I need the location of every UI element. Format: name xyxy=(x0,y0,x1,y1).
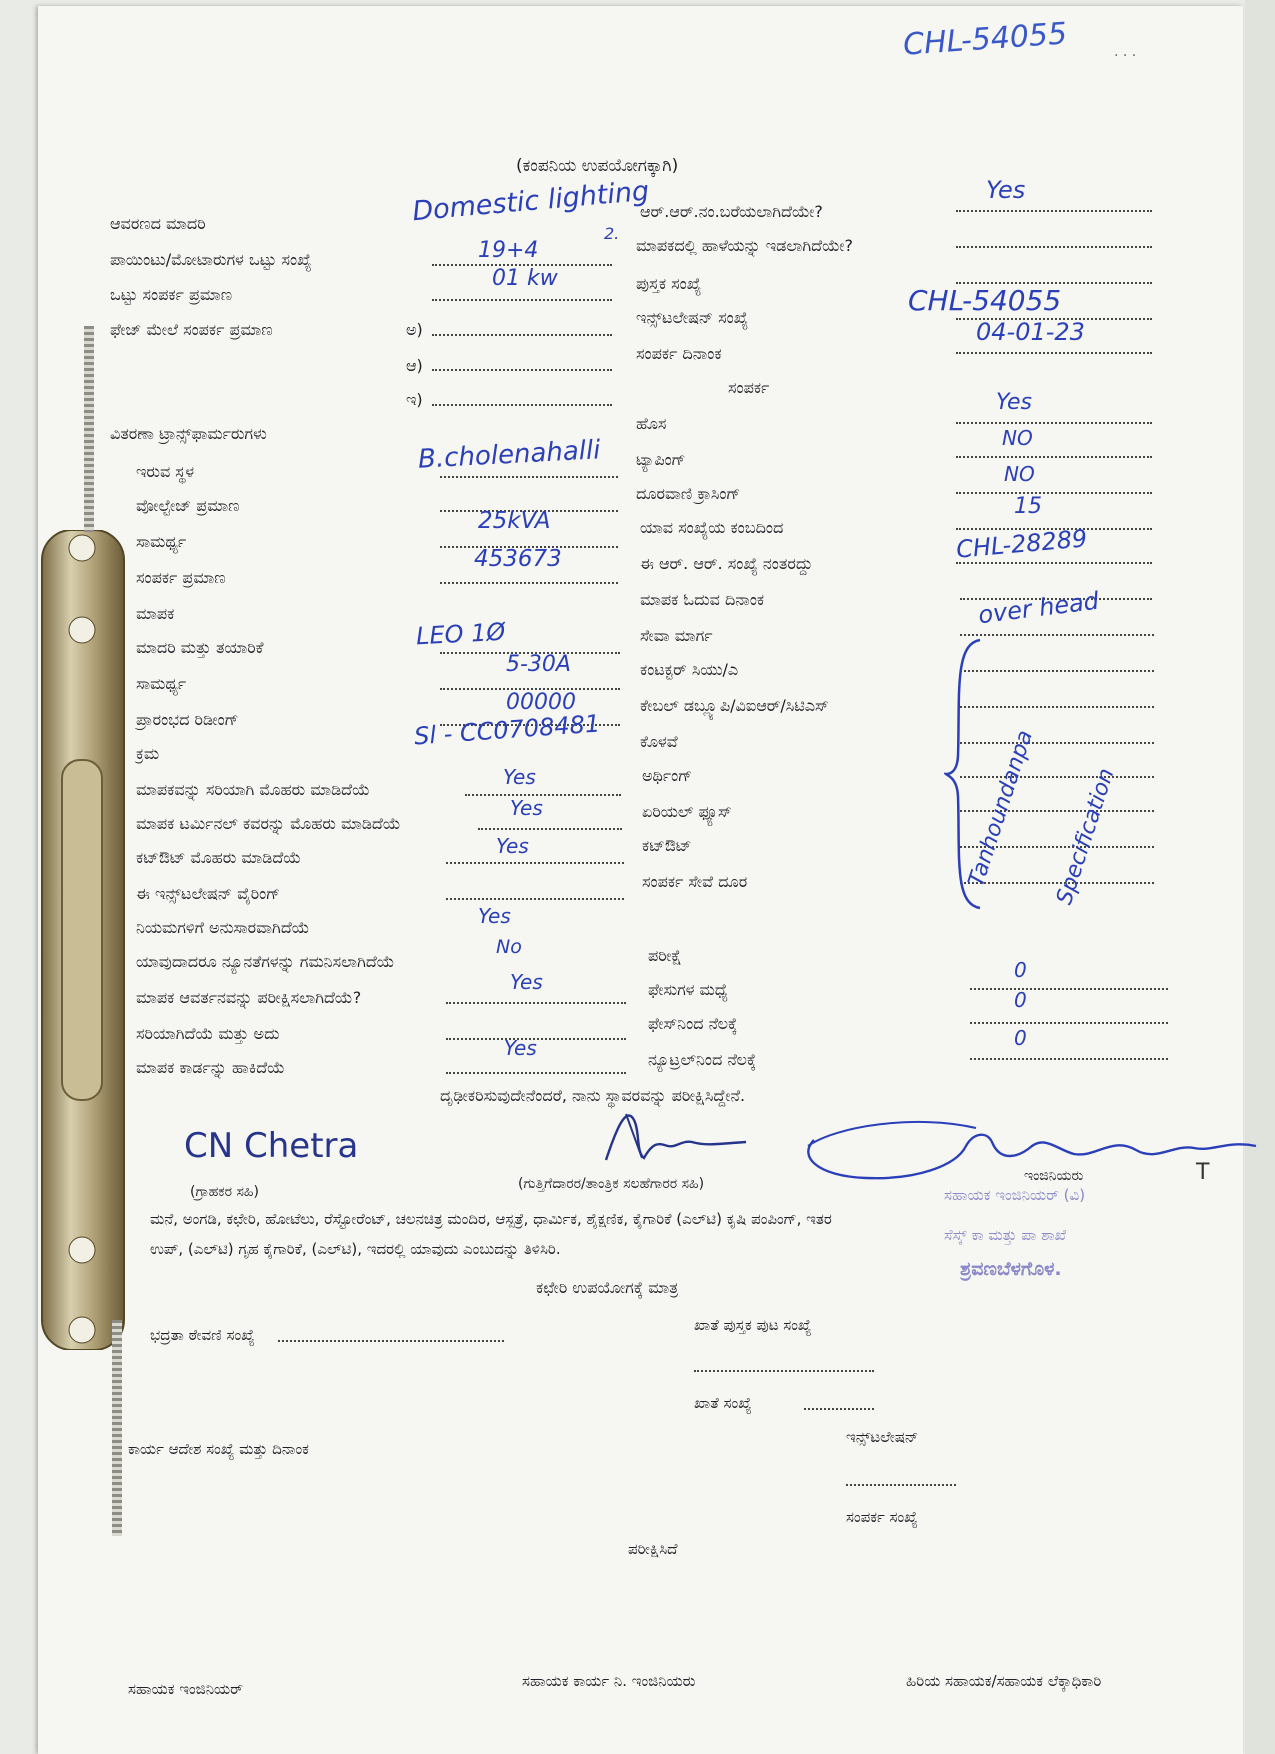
dots-installation xyxy=(846,1484,956,1486)
hw-installation-no: CHL-54055 xyxy=(908,284,1062,317)
label-serial: ಕ್ರಮ xyxy=(136,744,160,763)
dots-r1 xyxy=(956,210,1152,212)
dots-cutout xyxy=(446,862,624,864)
dots-r8 xyxy=(956,492,1152,494)
dots-r6 xyxy=(956,422,1152,424)
hw-capacity: 25kVA xyxy=(478,508,551,534)
dots-load xyxy=(440,582,618,584)
paper-edge xyxy=(1245,0,1275,1754)
form-header: (ಕಂಪನಿಯ ಉಪಯೋಗಕ್ಕಾಗಿ) xyxy=(516,156,679,176)
hw-spec-note-1: Tanhoundanpa xyxy=(964,727,1039,890)
label-capacity: ಸಾಮರ್ಥ್ಯ xyxy=(136,532,187,551)
hw-card: Yes xyxy=(504,1036,537,1060)
dots-deposit xyxy=(278,1340,504,1342)
mid-installation-no: ಇನ್ಸ್‌ಟಲೇಷನ್ ಸಂಖ್ಯೆ xyxy=(636,308,749,327)
marker-a: ಅ) xyxy=(406,320,423,339)
dots-r15 xyxy=(960,742,1154,744)
office-ledger: ಖಾತೆ ಪುಸ್ತಕ ಪುಟ ಸಂಖ್ಯೆ xyxy=(694,1316,812,1334)
marker-aa: ಆ) xyxy=(406,356,423,375)
binder-spring-bottom xyxy=(112,1320,122,1536)
mid-aerial-fuse: ಏರಿಯಲ್ ಫ್ಯೂಸ್ xyxy=(642,802,732,821)
reference-dots: . . . xyxy=(1114,44,1137,60)
mid-service-line: ಸೇವಾ ಮಾರ್ಗ xyxy=(640,626,713,645)
dots-r21 xyxy=(970,1022,1168,1024)
dots-wiring xyxy=(446,898,624,900)
dots-r2 xyxy=(956,246,1152,248)
dots-location xyxy=(440,476,618,478)
consumer-sign-label: (ಗ್ರಾಹಕರ ಸಹಿ) xyxy=(190,1184,259,1200)
dots-r16 xyxy=(960,776,1154,778)
hw-sealed: Yes xyxy=(503,765,536,789)
label-phase-load: ಫೇಜ್ ಮೇಲೆ ಸಂಪರ್ಕ ಪ್ರಮಾಣ xyxy=(110,320,273,339)
label-card: ಮಾಪಕ ಕಾರ್ಡನ್ನು ಹಾಕಿದೆಯೆ xyxy=(136,1058,285,1077)
hw-phase-earth: 0 xyxy=(1014,988,1027,1012)
hw-rr-written: Yes xyxy=(986,176,1026,204)
mid-after-rr: ಈ ಆರ್. ಆರ್. ಸಂಖ್ಯೆ ನಂತರದ್ದು xyxy=(640,554,813,573)
dots-aa xyxy=(432,369,612,371)
dots-r14 xyxy=(960,706,1154,708)
mid-neutral-earth: ನ್ಯೂಟ್ರಲ್‌ನಿಂದ ನೆಲಕ್ಕೆ xyxy=(648,1050,757,1069)
label-meter: ಮಾಪಕ xyxy=(136,604,175,623)
mid-phone-crossing: ದೂರವಾಣಿ ಕ್ರಾಸಿಂಗ್ xyxy=(636,484,741,503)
ink-mark: T xyxy=(1196,1160,1210,1185)
hw-between-phases: 0 xyxy=(1014,958,1027,982)
label-location: ಇರುವ ಸ್ಥಳ xyxy=(136,462,195,481)
label-total-load: ಒಟ್ಟು ಸಂಪರ್ಕ ಪ್ರಮಾಣ xyxy=(110,285,233,304)
dots-sealed xyxy=(465,794,621,796)
hw-points-total: 19+4 xyxy=(478,238,539,263)
mid-connection: ಸಂಪರ್ಕ xyxy=(728,378,770,397)
label-defects: ಯಾವುದಾದರೂ ನ್ಯೂನತೆಗಳನ್ನು ಗಮನಿಸಲಾಗಿದೆಯೆ xyxy=(136,952,395,971)
hw-after-rr: CHL-28289 xyxy=(955,524,1089,564)
mid-conductor: ಕಂಟಕ್ಟರ್ ಸಿಯು/ಎ xyxy=(640,660,739,679)
hw-tapping: NO xyxy=(1002,426,1033,450)
stamp-line-3: ಶ್ರವಣಬೆಳಗೊಳ. xyxy=(960,1258,1062,1280)
footer-aee: ಸಹಾಯಕ ಕಾರ್ಯ ನಿ. ಇಂಜಿನಿಯರು xyxy=(522,1672,696,1690)
dots-account xyxy=(804,1408,874,1410)
label-points-total: ಪಾಯಿಂಟು/ಮೋಟಾರುಗಳ ಒಟ್ಟು ಸಂಖ್ಯೆ xyxy=(110,250,312,269)
mid-tapping: ಟ್ಯಾಪಿಂಗ್ xyxy=(636,450,686,469)
hw-cutout-sealed: Yes xyxy=(496,834,529,858)
hw-terminal-sealed: Yes xyxy=(510,796,543,820)
dots-r13 xyxy=(960,670,1154,672)
dots-frequency xyxy=(446,1002,626,1004)
mid-between-phases: ಫೇಸುಗಳ ಮಧ್ಯೆ xyxy=(648,980,728,999)
mid-service-distance: ಸಂಪರ್ಕ ಸೇವೆ ದೂರ xyxy=(642,872,748,891)
label-terminal-sealed: ಮಾಪಕ ಟರ್ಮಿನಲ್ ಕವರನ್ನು ಮೊಹರು ಮಾಡಿದೆಯೆ xyxy=(136,814,401,833)
hw-new: Yes xyxy=(996,390,1033,415)
hw-marker: 2. xyxy=(604,224,620,243)
hw-phone-crossing: NO xyxy=(1004,462,1035,486)
category-line-1: ಮನೆ, ಅಂಗಡಿ, ಕಛೇರಿ, ಹೋಟೆಲು, ರೆಸ್ಟೋರೆಂಟ್, ಚಲನಚಿತ್ರ ಮಂದಿರ, ಆಸ್ಪತ್ರೆ, ಧಾರ್ಮಿಕ, ಶೈಕ್ಷಣಿಕ, ಕೈಗಾರಿಕೆ (ಎಲ್‌ಟಿ) ಕೃಷಿ ಪಂಪಿಂಗ್, ಇತರ xyxy=(150,1210,832,1228)
hw-location: B.cholenahalli xyxy=(417,435,602,475)
hw-initial-reading: 00000 xyxy=(506,690,576,715)
dots-ledger xyxy=(694,1370,874,1372)
office-deposit: ಭದ್ರತಾ ಠೇವಣಿ ಸಂಖ್ಯೆ xyxy=(150,1326,255,1344)
mid-sheet-placed: ಮಾಪಕದಲ್ಲಿ ಹಾಳೆಯನ್ನು ಇಡಲಾಗಿದೆಯೇ? xyxy=(636,236,853,255)
hw-load: 453673 xyxy=(474,546,562,572)
dots-a xyxy=(432,334,612,336)
hw-defects: No xyxy=(496,936,522,958)
label-meter-sealed: ಮಾಪಕವನ್ನು ಸರಿಯಾಗಿ ಮೊಹರು ಮಾಡಿದೆಯೆ xyxy=(136,780,370,799)
consumer-signature: CN Chetra xyxy=(184,1126,359,1166)
declaration-text: ದೃಢೀಕರಿಸುವುದೇನೆಂದರೆ, ನಾನು ಸ್ಥಾವರವನ್ನು ಪರೀಕ್ಷಿಸಿದ್ದೇನೆ. xyxy=(440,1086,746,1105)
engineer-sign-label: ಇಂಜಿನಿಯರು xyxy=(1024,1168,1084,1184)
mid-book-no: ಪುಸ್ತಕ ಸಂಖ್ಯೆ xyxy=(636,274,702,293)
dots-r7 xyxy=(956,456,1152,458)
dots-terminal xyxy=(478,828,622,830)
contractor-signature xyxy=(596,1100,756,1170)
hw-meter-make: LEO 1Ø xyxy=(415,617,506,651)
mid-new: ಹೊಸ xyxy=(636,414,667,433)
hw-meter-capacity: 5-30A xyxy=(506,652,571,677)
label-wiring: ಈ ಇನ್ಸ್‌ಟಲೇಷನ್ ವೈರಿಂಗ್ xyxy=(136,884,281,903)
label-voltage: ವೋಲ್ಟೇಜ್ ಪ್ರಮಾಣ xyxy=(136,496,240,515)
label-transformers: ವಿತರಣಾ ಟ್ರಾನ್ಸ್‌ಫಾರ್ಮರುಗಳು xyxy=(110,424,267,443)
label-correct: ಸರಿಯಾಗಿದೆಯೆ ಮತ್ತು ಅದು xyxy=(136,1024,280,1043)
label-rules: ನಿಯಮಗಳಿಗೆ ಅನುಸಾರವಾಗಿದೆಯೆ xyxy=(136,918,310,937)
label-initial-reading: ಪ್ರಾರಂಭದ ರಿಡೀಂಗ್ xyxy=(136,710,239,729)
footer-ae: ಸಹಾಯಕ ಇಂಜಿನಿಯರ್ xyxy=(128,1680,243,1698)
contractor-sign-label: (ಗುತ್ತಿಗೆದಾರರ/ತಾಂತ್ರಿಕ ಸಲಹೆಗಾರರ ಸಹಿ) xyxy=(518,1176,705,1192)
mid-phase-earth: ಫೇಸ್‌ನಿಂದ ನೆಲಕ್ಕೆ xyxy=(648,1014,738,1033)
hw-spec-note-2: Specification xyxy=(1052,765,1120,908)
dots-r10 xyxy=(956,562,1152,564)
hw-service-line: over head xyxy=(976,586,1101,630)
label-cutout-sealed: ಕಟ್‌ಔಟ್ ಮೊಹರು ಮಾಡಿದೆಯೆ xyxy=(136,848,302,867)
label-meter-capacity: ಸಾಮರ್ಥ್ಯ xyxy=(136,674,187,693)
dots-card xyxy=(446,1072,626,1074)
hw-total-load: 01 kw xyxy=(492,266,558,291)
office-account: ಖಾತೆ ಸಂಖ್ಯೆ xyxy=(694,1394,752,1412)
label-meter-make: ಮಾದರಿ ಮತ್ತು ತಯಾರಿಕೆ xyxy=(136,638,264,657)
mid-cutout: ಕಟ್‌ಔಟ್ xyxy=(642,836,692,855)
office-title: ಕಛೇರಿ ಉಪಯೋಗಕ್ಕೆ ಮಾತ್ರ xyxy=(536,1278,679,1297)
category-line-2: ಉಪ್, (ಎಲ್‌ಟಿ) ಗೃಹ ಕೈಗಾರಿಕೆ, (ಎಲ್‌ಟಿ), ಇದರಲ್ಲಿ ಯಾವುದು ಎಂಬುದನ್ನು ತಿಳಿಸಿರಿ. xyxy=(150,1240,561,1258)
mid-pole-no: ಯಾವ ಸಂಖ್ಯೆಯ ಕಂಬದಿಂದ xyxy=(640,518,784,537)
mid-reading-date: ಮಾಪಕ ಓದುವ ದಿನಾಂಕ xyxy=(640,590,765,609)
mid-cable: ಕೇಬಲ್ ಡಬ್ಲ್ಯೂಪಿ/ವಿಐಆರ್/ಸಿಟಿಎಸ್ xyxy=(640,696,829,715)
hw-frequency: Yes xyxy=(510,970,543,994)
label-premises-type: ಆವರಣದ ಮಾದರಿ xyxy=(110,214,206,233)
mid-rr-written: ಆರ್.ಆರ್.ನಂ.ಬರೆಯಲಾಗಿದೆಯೇ? xyxy=(640,202,823,221)
hw-neutral-earth: 0 xyxy=(1014,1026,1027,1050)
dots-total xyxy=(432,299,612,301)
binder-clip xyxy=(34,530,132,1350)
dots-r12 xyxy=(960,634,1154,636)
footer-ao: ಹಿರಿಯ ಸಹಾಯಕ/ಸಹಾಯಕ ಲೆಕ್ಕಾಧಿಕಾರಿ xyxy=(906,1672,1102,1690)
marker-i: ಇ) xyxy=(406,390,423,409)
hw-premises-type: Domestic lighting xyxy=(411,175,651,228)
hw-wiring: Yes xyxy=(478,904,511,928)
stamp-line-1: ಸಹಾಯಕ ಇಂಜಿನಿಯರ್ (ವಿ) xyxy=(944,1186,1086,1204)
dots-r5 xyxy=(956,352,1152,354)
brace-mark xyxy=(944,636,984,912)
mid-conduit: ಕೊಳವೆ xyxy=(640,732,678,751)
hw-pole-no: 15 xyxy=(1014,494,1042,519)
mid-test: ಪರೀಕ್ಷೆ xyxy=(648,946,682,965)
mid-earthing: ಅರ್ಥಿಂಗ್ xyxy=(642,766,693,785)
office-installation: ಇನ್ಸ್‌ಟಲೇಷನ್ xyxy=(846,1428,919,1446)
office-work-order: ಕಾರ್ಯ ಆದೇಶ ಸಂಖ್ಯೆ ಮತ್ತು ದಿನಾಂಕ xyxy=(128,1440,309,1458)
dots-r22 xyxy=(970,1058,1168,1060)
dots-i xyxy=(432,404,612,406)
dots-r20 xyxy=(970,988,1168,990)
hw-serial: Sl - CC0708481 xyxy=(413,709,601,751)
hw-connection-date: 04-01-23 xyxy=(976,318,1085,346)
office-connection-no: ಸಂಪರ್ಕ ಸಂಖ್ಯೆ xyxy=(846,1508,918,1526)
label-frequency: ಮಾಪಕ ಆವರ್ತನವನ್ನು ಪರೀಕ್ಷಿಸಲಾಗಿದೆಯೆ? xyxy=(136,988,362,1007)
office-checked: ಪರೀಕ್ಷಿಸಿದೆ xyxy=(628,1540,678,1558)
reference-code: CHL-54055 xyxy=(901,16,1069,63)
binder-spring-top xyxy=(84,326,94,532)
stamp-line-2: ಸೆಸ್ಕ್ ಕಾ ಮತ್ತು ಪಾ ಶಾಖೆ xyxy=(944,1226,1067,1244)
label-connection-load: ಸಂಪರ್ಕ ಪ್ರಮಾಣ xyxy=(136,568,226,587)
mid-connection-date: ಸಂಪರ್ಕ ದಿನಾಂಕ xyxy=(636,344,722,363)
